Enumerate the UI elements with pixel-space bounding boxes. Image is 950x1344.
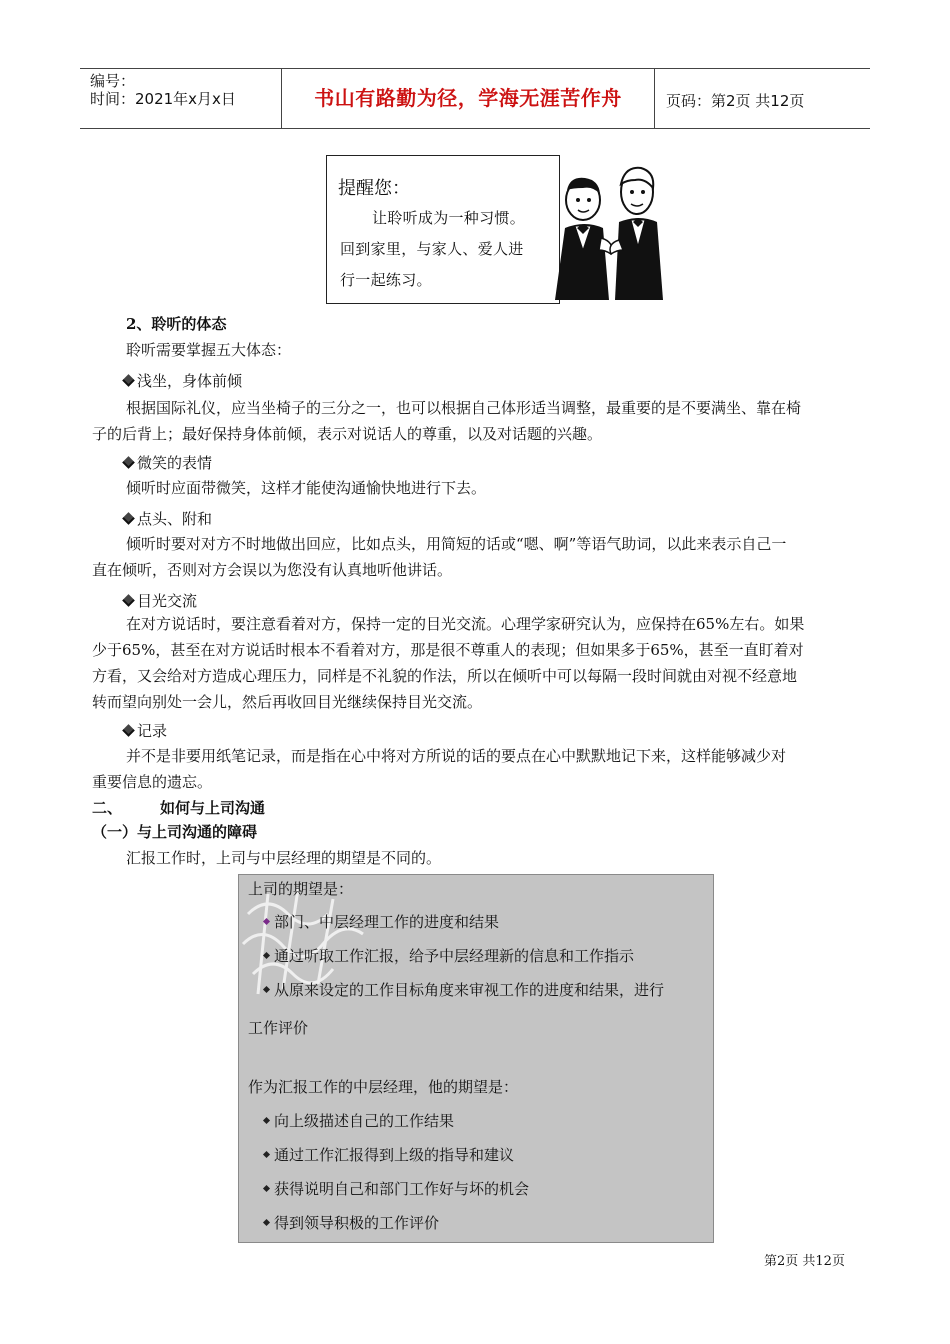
diamond-bullet-icon [122, 724, 135, 737]
bullet-icon [263, 1151, 270, 1158]
reminder-line: 回到家里，与家人、爱人进 [340, 240, 524, 258]
header-divider [654, 68, 655, 129]
reminder-line: 让聆听成为一种习惯。 [372, 209, 526, 227]
header-bottom-rule [80, 128, 870, 129]
diamond-bullet-icon [122, 456, 135, 469]
manager-expectation-title: 作为汇报工作的中层经理，他的期望是： [248, 1078, 519, 1096]
diamond-bullet-icon [122, 374, 135, 387]
bullet-icon [263, 952, 270, 959]
bullet-icon [263, 986, 270, 993]
page-footer: 第2页 共12页 [764, 1254, 845, 1269]
bullet-icon [263, 1185, 270, 1192]
part-number: 二、 [92, 799, 123, 817]
boss-expectation-item: 通过听取工作汇报，给予中层经理新的信息和工作指示 [264, 945, 634, 966]
part-heading: 如何与上司沟通 [160, 799, 266, 817]
posture-item-title: 浅坐，身体前倾 [124, 370, 242, 391]
boss-expectation-item: 从原来设定的工作目标角度来审视工作的进度和结果，进行 [264, 979, 664, 1000]
boss-expectation-title: 上司的期望是： [248, 880, 354, 898]
manager-expectation-item: 向上级描述自己的工作结果 [264, 1110, 454, 1131]
posture-item-title: 微笑的表情 [124, 452, 212, 473]
paragraph-line: 少于65%，甚至在对方说话时根本不看着对方，那是很不尊重人的表现；但如果多于65%，甚至一直盯着对 [92, 641, 804, 659]
boss-expectation-item: 部门、中层经理工作的进度和结果 [264, 911, 499, 932]
reminder-title: 提醒您： [338, 178, 410, 199]
diamond-bullet-icon [122, 594, 135, 607]
bullet-icon [263, 1219, 270, 1226]
posture-item-title: 点头、附和 [124, 508, 212, 529]
boss-expectation-continuation: 工作评价 [248, 1019, 309, 1037]
section-intro: 聆听需要掌握五大体态： [126, 341, 292, 359]
paragraph-line: 重要信息的遗忘。 [92, 773, 213, 791]
posture-item-title: 目光交流 [124, 590, 197, 611]
time-label: 时间：2021年x月x日 [90, 90, 236, 108]
paragraph-line: 方看，又会给对方造成心理压力，同样是不礼貌的作法，所以在倾听中可以每隔一段时间就由对视不经意地 [92, 667, 798, 685]
page-label: 页码：第2页 共12页 [666, 92, 805, 110]
manager-expectation-item: 得到领导积极的工作评价 [264, 1212, 439, 1233]
paragraph-line: 倾听时要对对方不时地做出回应，比如点头，用简短的话或“嗯、啊”等语气助词，以此来表示自己一 [126, 535, 787, 553]
manager-expectation-item: 获得说明自己和部门工作好与坏的机会 [264, 1178, 529, 1199]
serial-label: 编号： [90, 72, 136, 90]
paragraph-line: 并不是非要用纸笔记录，而是指在心中将对方所说的话的要点在心中默默地记下来，这样能够减少对 [126, 747, 787, 765]
paragraph-line: 转而望向别处一会儿，然后再收回目光继续保持目光交流。 [92, 693, 483, 711]
section-heading: 2、聆听的体态 [126, 315, 227, 333]
manager-expectation-item: 通过工作汇报得到上级的指导和建议 [264, 1144, 514, 1165]
part-intro: 汇报工作时，上司与中层经理的期望是不同的。 [126, 849, 442, 867]
diamond-bullet-icon [122, 512, 135, 525]
reminder-line: 行一起练习。 [340, 271, 432, 289]
bullet-icon [263, 918, 270, 925]
header-motto: 书山有路勤为径，学海无涯苦作舟 [314, 86, 622, 110]
paragraph-line: 子的后背上；最好保持身体前倾，表示对说话人的尊重，以及对话题的兴趣。 [92, 425, 603, 443]
cartoon-men-illustration [545, 150, 670, 308]
paragraph-line: 根据国际礼仪，应当坐椅子的三分之一，也可以根据自己体形适当调整，最重要的是不要满坐、靠在椅 [126, 399, 802, 417]
sub-heading: （一）与上司沟通的障碍 [92, 823, 258, 841]
paragraph-line: 在对方说话时，要注意看着对方，保持一定的目光交流。心理学家研究认为，应保持在65%左右。如果 [126, 615, 805, 633]
paragraph-line: 倾听时应面带微笑，这样才能使沟通愉快地进行下去。 [126, 479, 487, 497]
bullet-icon [263, 1117, 270, 1124]
paragraph-line: 直在倾听，否则对方会误以为您没有认真地听他讲话。 [92, 561, 453, 579]
header-top-rule [80, 68, 870, 69]
posture-item-title: 记录 [124, 720, 167, 741]
